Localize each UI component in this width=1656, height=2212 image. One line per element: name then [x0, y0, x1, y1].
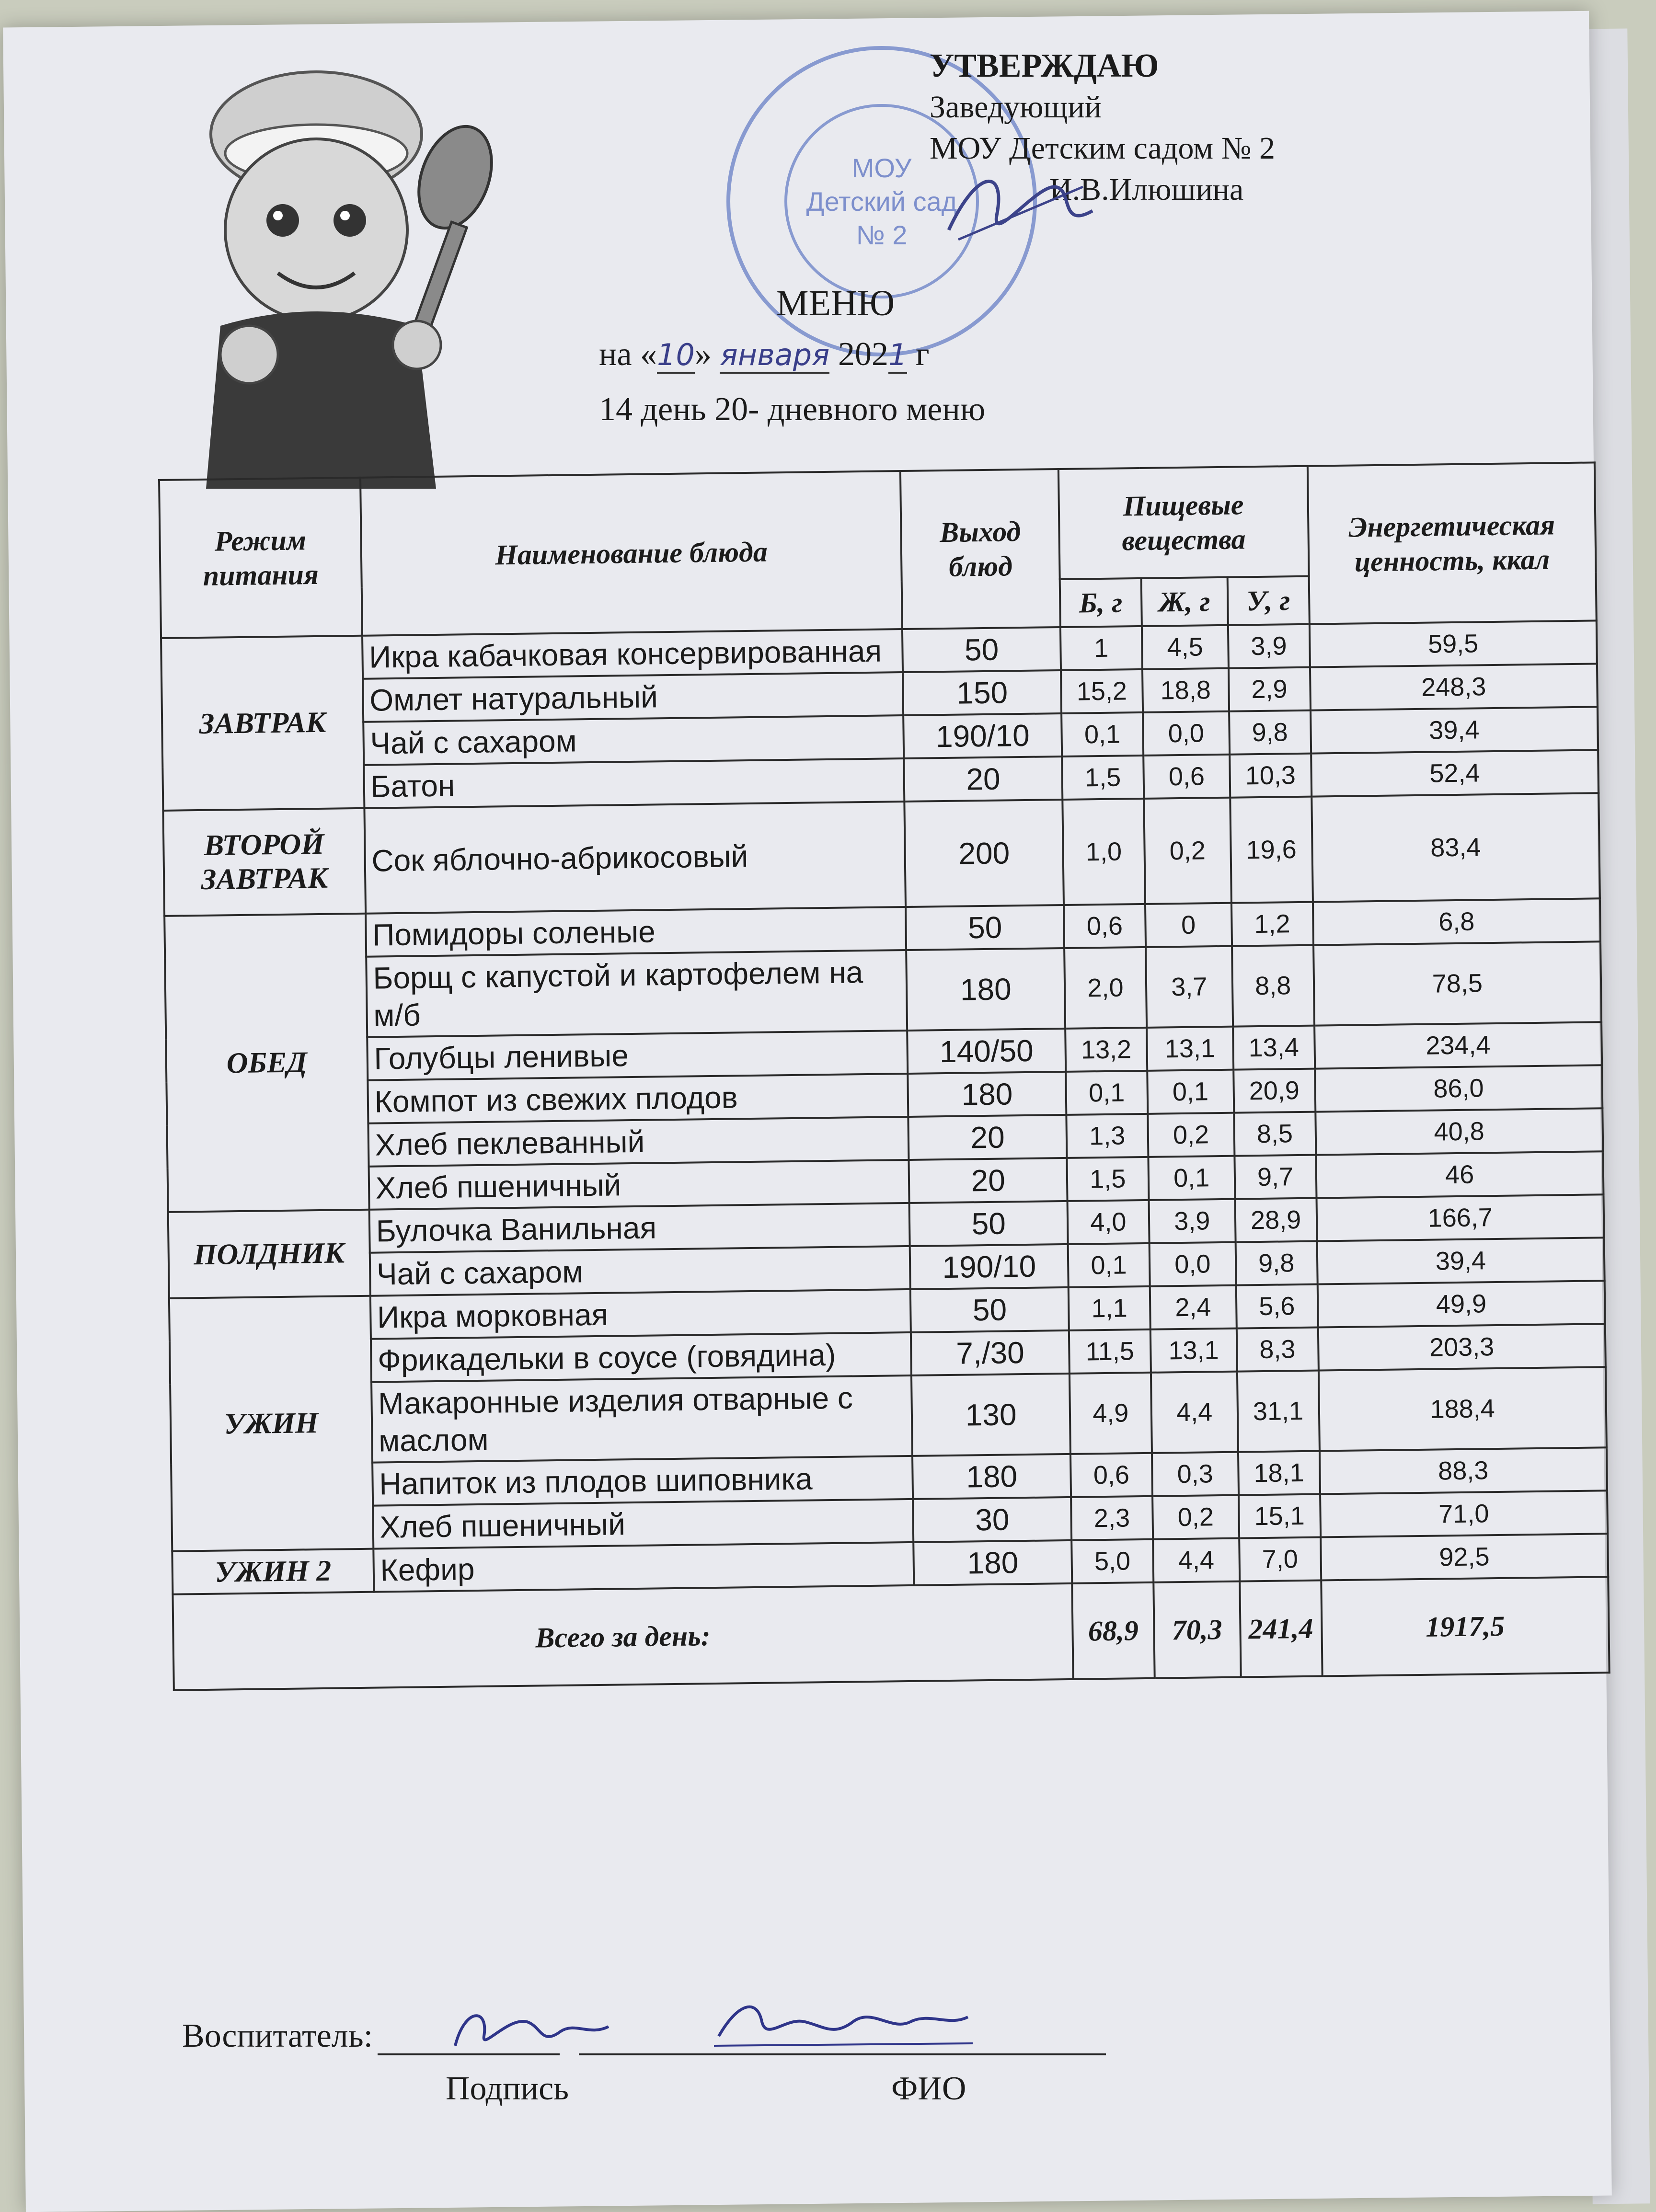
- meal-second-breakfast: ВТОРОЙ ЗАВТРАК: [163, 808, 365, 916]
- meal-dinner: УЖИН: [169, 1296, 373, 1551]
- dish-b: 5,0: [1071, 1539, 1153, 1583]
- dish-kcal: 234,4: [1314, 1022, 1602, 1068]
- dish-u: 20,9: [1233, 1069, 1315, 1113]
- dish-name: Напиток из плодов шиповника: [372, 1456, 913, 1506]
- dish-b: 0,1: [1061, 712, 1143, 756]
- dish-u: 10,3: [1230, 754, 1311, 798]
- dish-u: 9,8: [1235, 1241, 1317, 1285]
- dish-u: 19,6: [1230, 797, 1313, 903]
- signature-caption: Подпись: [446, 2070, 569, 2107]
- header-mode: Режим питания: [159, 478, 362, 638]
- dish-yield: 180: [912, 1454, 1071, 1499]
- approval-position: Заведующий: [930, 90, 1102, 125]
- dish-name: Чай с сахаром: [369, 1246, 910, 1296]
- dish-yield: 190/10: [910, 1244, 1069, 1289]
- total-zh: 70,3: [1153, 1582, 1241, 1678]
- dish-b: 13,2: [1065, 1028, 1147, 1072]
- dish-yield: 190/10: [904, 713, 1062, 758]
- dish-u: 8,5: [1234, 1112, 1316, 1156]
- educator-signature: [446, 1993, 618, 2060]
- menu-title: МЕНЮ: [776, 283, 895, 323]
- dish-u: 15,1: [1239, 1494, 1321, 1538]
- dish-zh: 4,4: [1153, 1538, 1240, 1582]
- dish-yield: 20: [908, 1115, 1067, 1160]
- dish-kcal: 49,9: [1317, 1281, 1605, 1327]
- dish-b: 11,5: [1069, 1329, 1151, 1374]
- dish-name: Батон: [364, 758, 905, 808]
- dish-u: 28,9: [1235, 1198, 1317, 1242]
- header-zh: Ж, г: [1141, 577, 1228, 626]
- dish-zh: 3,7: [1146, 946, 1233, 1028]
- dish-zh: 4,5: [1142, 625, 1229, 669]
- dish-b: 0,1: [1068, 1243, 1150, 1287]
- dish-zh: 0: [1145, 903, 1232, 947]
- dish-kcal: 88,3: [1320, 1447, 1608, 1494]
- dish-zh: 0,0: [1143, 711, 1230, 756]
- total-b: 68,9: [1072, 1582, 1154, 1679]
- date-suffix: г: [915, 336, 930, 373]
- educator-name-handwritten: [709, 1988, 978, 2060]
- menu-table: [158, 461, 1610, 1691]
- meal-snack: ПОЛДНИК: [168, 1210, 370, 1298]
- dish-kcal: 78,5: [1313, 941, 1601, 1025]
- dish-b: 0,6: [1070, 1453, 1152, 1497]
- dish-zh: 0,1: [1148, 1156, 1235, 1200]
- dish-yield: 20: [904, 756, 1063, 802]
- dish-u: 5,6: [1236, 1284, 1318, 1329]
- dish-b: 1,1: [1069, 1286, 1150, 1330]
- date-month: января: [720, 337, 829, 374]
- dish-zh: 13,1: [1147, 1027, 1233, 1071]
- dish-zh: 0,6: [1143, 755, 1230, 799]
- stamp-line2: Детский сад: [806, 186, 957, 217]
- director-signature: [939, 158, 1102, 264]
- date-mid: »: [694, 336, 712, 373]
- dish-kcal: 71,0: [1320, 1490, 1608, 1537]
- dish-b: 0,1: [1066, 1071, 1148, 1115]
- dish-name: Помидоры соленые: [366, 907, 907, 957]
- date-year-prefix: 202: [838, 336, 888, 373]
- approval-name: И.В.Илюшина: [1049, 172, 1244, 207]
- stamp-line3: № 2: [856, 220, 908, 250]
- dish-u: 9,7: [1234, 1155, 1316, 1199]
- date-prefix: на «: [599, 336, 657, 373]
- chef-boy-illustration: [158, 57, 551, 489]
- dish-yield: 20: [909, 1158, 1068, 1203]
- dish-u: 8,3: [1236, 1328, 1318, 1372]
- dish-name: Компот из свежих плодов: [368, 1074, 908, 1123]
- dish-kcal: 46: [1316, 1151, 1604, 1198]
- total-label: Всего за день:: [172, 1583, 1073, 1690]
- dish-yield: 50: [906, 905, 1064, 950]
- date-day: 10: [657, 337, 695, 374]
- dish-b: 1,0: [1062, 799, 1145, 905]
- dish-b: 2,0: [1064, 947, 1147, 1029]
- dish-kcal: 59,5: [1309, 620, 1597, 667]
- stamp-line1: МОУ: [851, 153, 912, 183]
- dish-kcal: 188,4: [1318, 1367, 1606, 1451]
- meal-lunch: ОБЕД: [164, 914, 369, 1212]
- dish-u: 3,9: [1228, 624, 1310, 668]
- dish-kcal: 92,5: [1321, 1534, 1609, 1580]
- dish-b: 1,5: [1062, 756, 1144, 800]
- dish-zh: 0,2: [1152, 1495, 1239, 1539]
- dish-yield: 180: [907, 948, 1066, 1031]
- dish-name: Хлеб пшеничный: [373, 1499, 914, 1549]
- dish-kcal: 39,4: [1317, 1238, 1605, 1284]
- menu-date: [599, 335, 930, 374]
- dish-name: Хлеб пеклеванный: [368, 1117, 909, 1167]
- dish-name: Макаронные изделия отварные с маслом: [371, 1375, 913, 1463]
- dish-name: Икра кабачковая консервированная: [362, 629, 903, 679]
- dish-kcal: 203,3: [1318, 1324, 1606, 1370]
- dish-name: Булочка Ванильная: [369, 1203, 910, 1253]
- dish-b: 1: [1060, 626, 1142, 670]
- dish-kcal: 248,3: [1310, 664, 1598, 710]
- dish-u: 18,1: [1238, 1451, 1320, 1495]
- dish-yield: 140/50: [908, 1029, 1066, 1074]
- header-nutrients: Пищевые вещества: [1058, 466, 1309, 579]
- dish-kcal: 40,8: [1315, 1108, 1603, 1155]
- dish-kcal: 39,4: [1311, 707, 1598, 753]
- dish-yield: 50: [910, 1287, 1069, 1332]
- dish-b: 4,9: [1070, 1373, 1152, 1454]
- meal-breakfast: ЗАВТРАК: [161, 636, 364, 811]
- dish-name: Кефир: [373, 1542, 914, 1592]
- dish-yield: 180: [914, 1540, 1072, 1585]
- dish-name: Икра морковная: [370, 1289, 911, 1339]
- dish-kcal: 166,7: [1316, 1194, 1604, 1241]
- fio-caption: ФИО: [891, 2070, 966, 2107]
- meal-dinner2: УЖИН 2: [172, 1549, 374, 1594]
- dish-u: 1,2: [1231, 902, 1313, 946]
- dish-b: 1,5: [1067, 1157, 1149, 1201]
- dish-zh: 18,8: [1142, 668, 1229, 712]
- dish-u: 9,8: [1229, 711, 1311, 755]
- dish-b: 1,3: [1066, 1114, 1148, 1158]
- dish-zh: 0,2: [1144, 798, 1231, 904]
- header-energy: Энергетическая ценность, ккал: [1307, 462, 1596, 624]
- dish-u: 31,1: [1237, 1371, 1320, 1452]
- dish-u: 8,8: [1232, 945, 1314, 1027]
- dish-u: 7,0: [1239, 1537, 1321, 1582]
- header-dish: Наименование блюда: [360, 471, 903, 636]
- dish-zh: 3,9: [1149, 1199, 1235, 1243]
- dish-zh: 4,4: [1151, 1372, 1238, 1453]
- header-yield: Выход блюд: [900, 469, 1060, 629]
- dish-yield: 50: [902, 627, 1061, 672]
- dish-zh: 2,4: [1150, 1285, 1237, 1329]
- dish-zh: 0,0: [1149, 1242, 1236, 1286]
- dish-yield: 200: [905, 800, 1064, 907]
- header-b: Б, г: [1060, 578, 1142, 627]
- header-u: У, г: [1227, 576, 1309, 625]
- dish-b: 4,0: [1067, 1200, 1149, 1244]
- dish-yield: 150: [903, 670, 1061, 715]
- date-year-hand: 1: [888, 337, 907, 374]
- dish-b: 15,2: [1061, 669, 1143, 713]
- dish-kcal: 83,4: [1311, 793, 1600, 902]
- dish-kcal: 6,8: [1313, 898, 1601, 945]
- dish-name: Голубцы ленивые: [367, 1031, 908, 1080]
- dish-b: 2,3: [1071, 1496, 1153, 1540]
- dish-name: Сок яблочно-абрикосовый: [364, 802, 906, 914]
- dish-kcal: 86,0: [1315, 1065, 1603, 1112]
- dish-yield: 180: [908, 1072, 1067, 1117]
- dish-name: Хлеб пшеничный: [368, 1160, 909, 1210]
- dish-u: 2,9: [1229, 667, 1311, 711]
- dish-name: Фрикадельки в соусе (говядина): [371, 1332, 912, 1382]
- dish-name: Чай с сахаром: [363, 715, 904, 765]
- dish-zh: 0,3: [1152, 1452, 1239, 1496]
- dish-yield: 130: [911, 1374, 1070, 1456]
- dish-zh: 13,1: [1150, 1329, 1237, 1373]
- dish-kcal: 52,4: [1311, 750, 1599, 796]
- approval-org: МОУ Детским садом № 2: [930, 131, 1276, 166]
- dish-name: Омлет натуральный: [363, 672, 904, 722]
- dish-yield: 7,/30: [911, 1330, 1070, 1375]
- approval-title: УТВЕРЖДАЮ: [930, 47, 1159, 84]
- dish-u: 13,4: [1233, 1026, 1315, 1070]
- dish-yield: 30: [913, 1497, 1072, 1542]
- educator-label: Воспитатель:: [182, 2017, 373, 2054]
- dish-zh: 0,1: [1147, 1070, 1234, 1114]
- dish-yield: 50: [909, 1201, 1068, 1246]
- dish-name: Борщ с капустой и картофелем на м/б: [366, 950, 908, 1037]
- dish-zh: 0,2: [1148, 1113, 1234, 1157]
- total-u: 241,4: [1240, 1581, 1322, 1677]
- total-kcal: 1917,5: [1321, 1577, 1610, 1676]
- dish-b: 0,6: [1064, 904, 1146, 948]
- menu-day-line: 14 день 20- дневного меню: [599, 391, 986, 428]
